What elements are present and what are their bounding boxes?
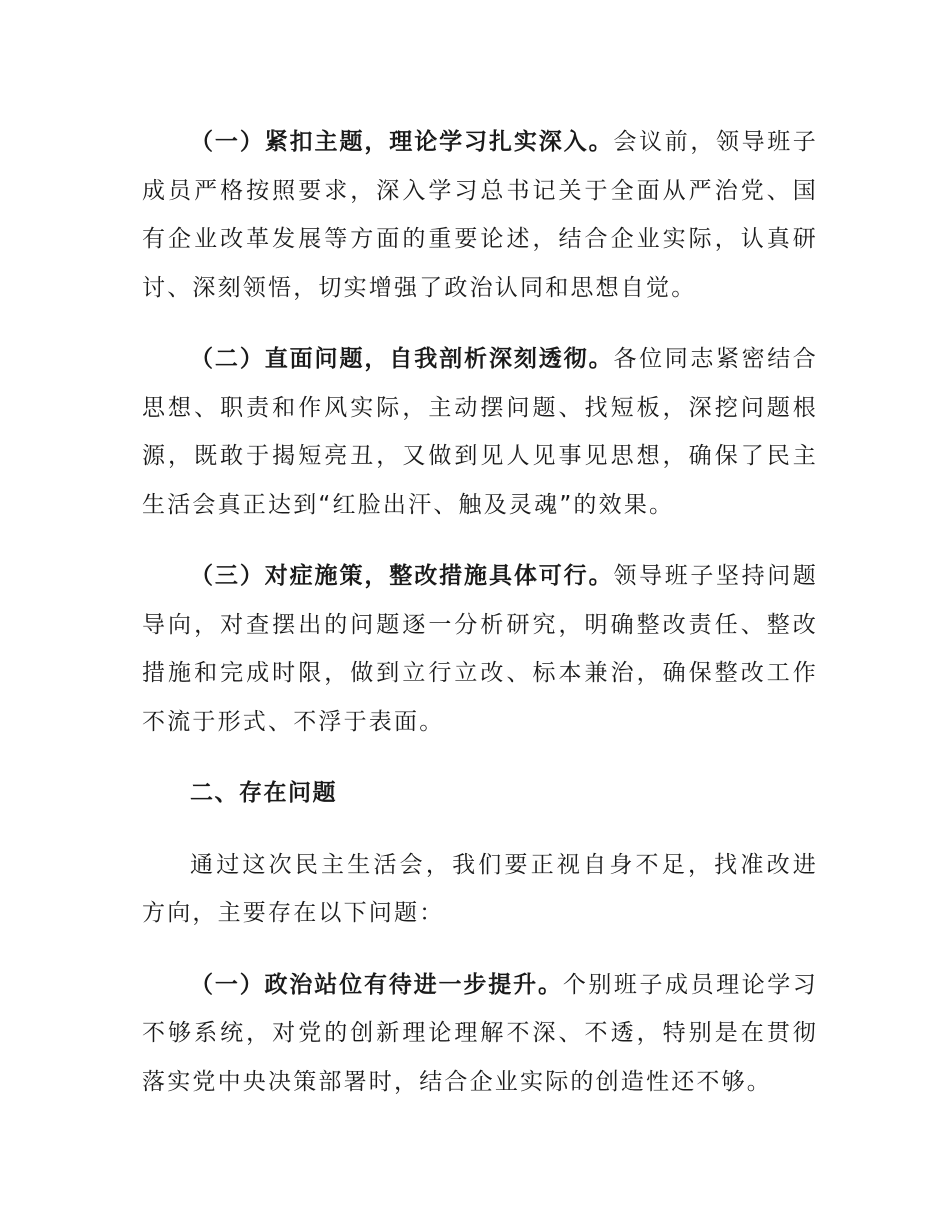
paragraph-lead: （一）紧扣主题，理论学习扎实深入。 [190,129,614,155]
section-heading-problems: 二、存在问题 [190,780,337,806]
paragraph-lead: （二）直面问题，自我剖析深刻透彻。 [190,346,614,372]
paragraph-body: 领导班子坚持问题导向，对查摆出的问题逐一分析研究，明确整改责任、整改措施和完成时限，做到立行立改、标本兼治，确保整改工作不流于形式、不浮于表面。 [142,563,819,735]
paragraph-rectification [142,552,818,746]
paragraph-intro-problems [142,841,818,938]
paragraph-political-stance [142,961,818,1107]
paragraph-body: 各位同志紧密结合思想、职责和作风实际，主动摆问题、找短板，深挖问题根源，既敢于揭短亮丑，又做到见人见事见思想，确保了民主生活会真正达到“红脸出汗、触及灵魂”的效果。 [142,346,819,518]
paragraph-self-analysis [142,335,818,529]
paragraph-body: 通过这次民主生活会，我们要正视自身不足，找准改进方向，主要存在以下问题： [142,851,818,926]
paragraph-body: 个别班子成员理论学习不够系统，对党的创新理论理解不深、不透，特别是在贯彻落实党中央决策部署时，结合企业实际的创造性还不够。 [142,971,819,1095]
paragraph-lead: （三）对症施策，整改措施具体可行。 [190,563,614,589]
paragraph-theme-study [142,118,818,312]
document-page [142,118,818,1106]
paragraph-lead: （一）政治站位有待进一步提升。 [190,971,563,998]
paragraph-body: 会议前，领导班子成员严格按照要求，深入学习总书记关于全面从严治党、国有企业改革发展等方面的重要论述，结合企业实际，认真研讨、深刻领悟，切实增强了政治认同和思想自觉。 [142,129,819,301]
